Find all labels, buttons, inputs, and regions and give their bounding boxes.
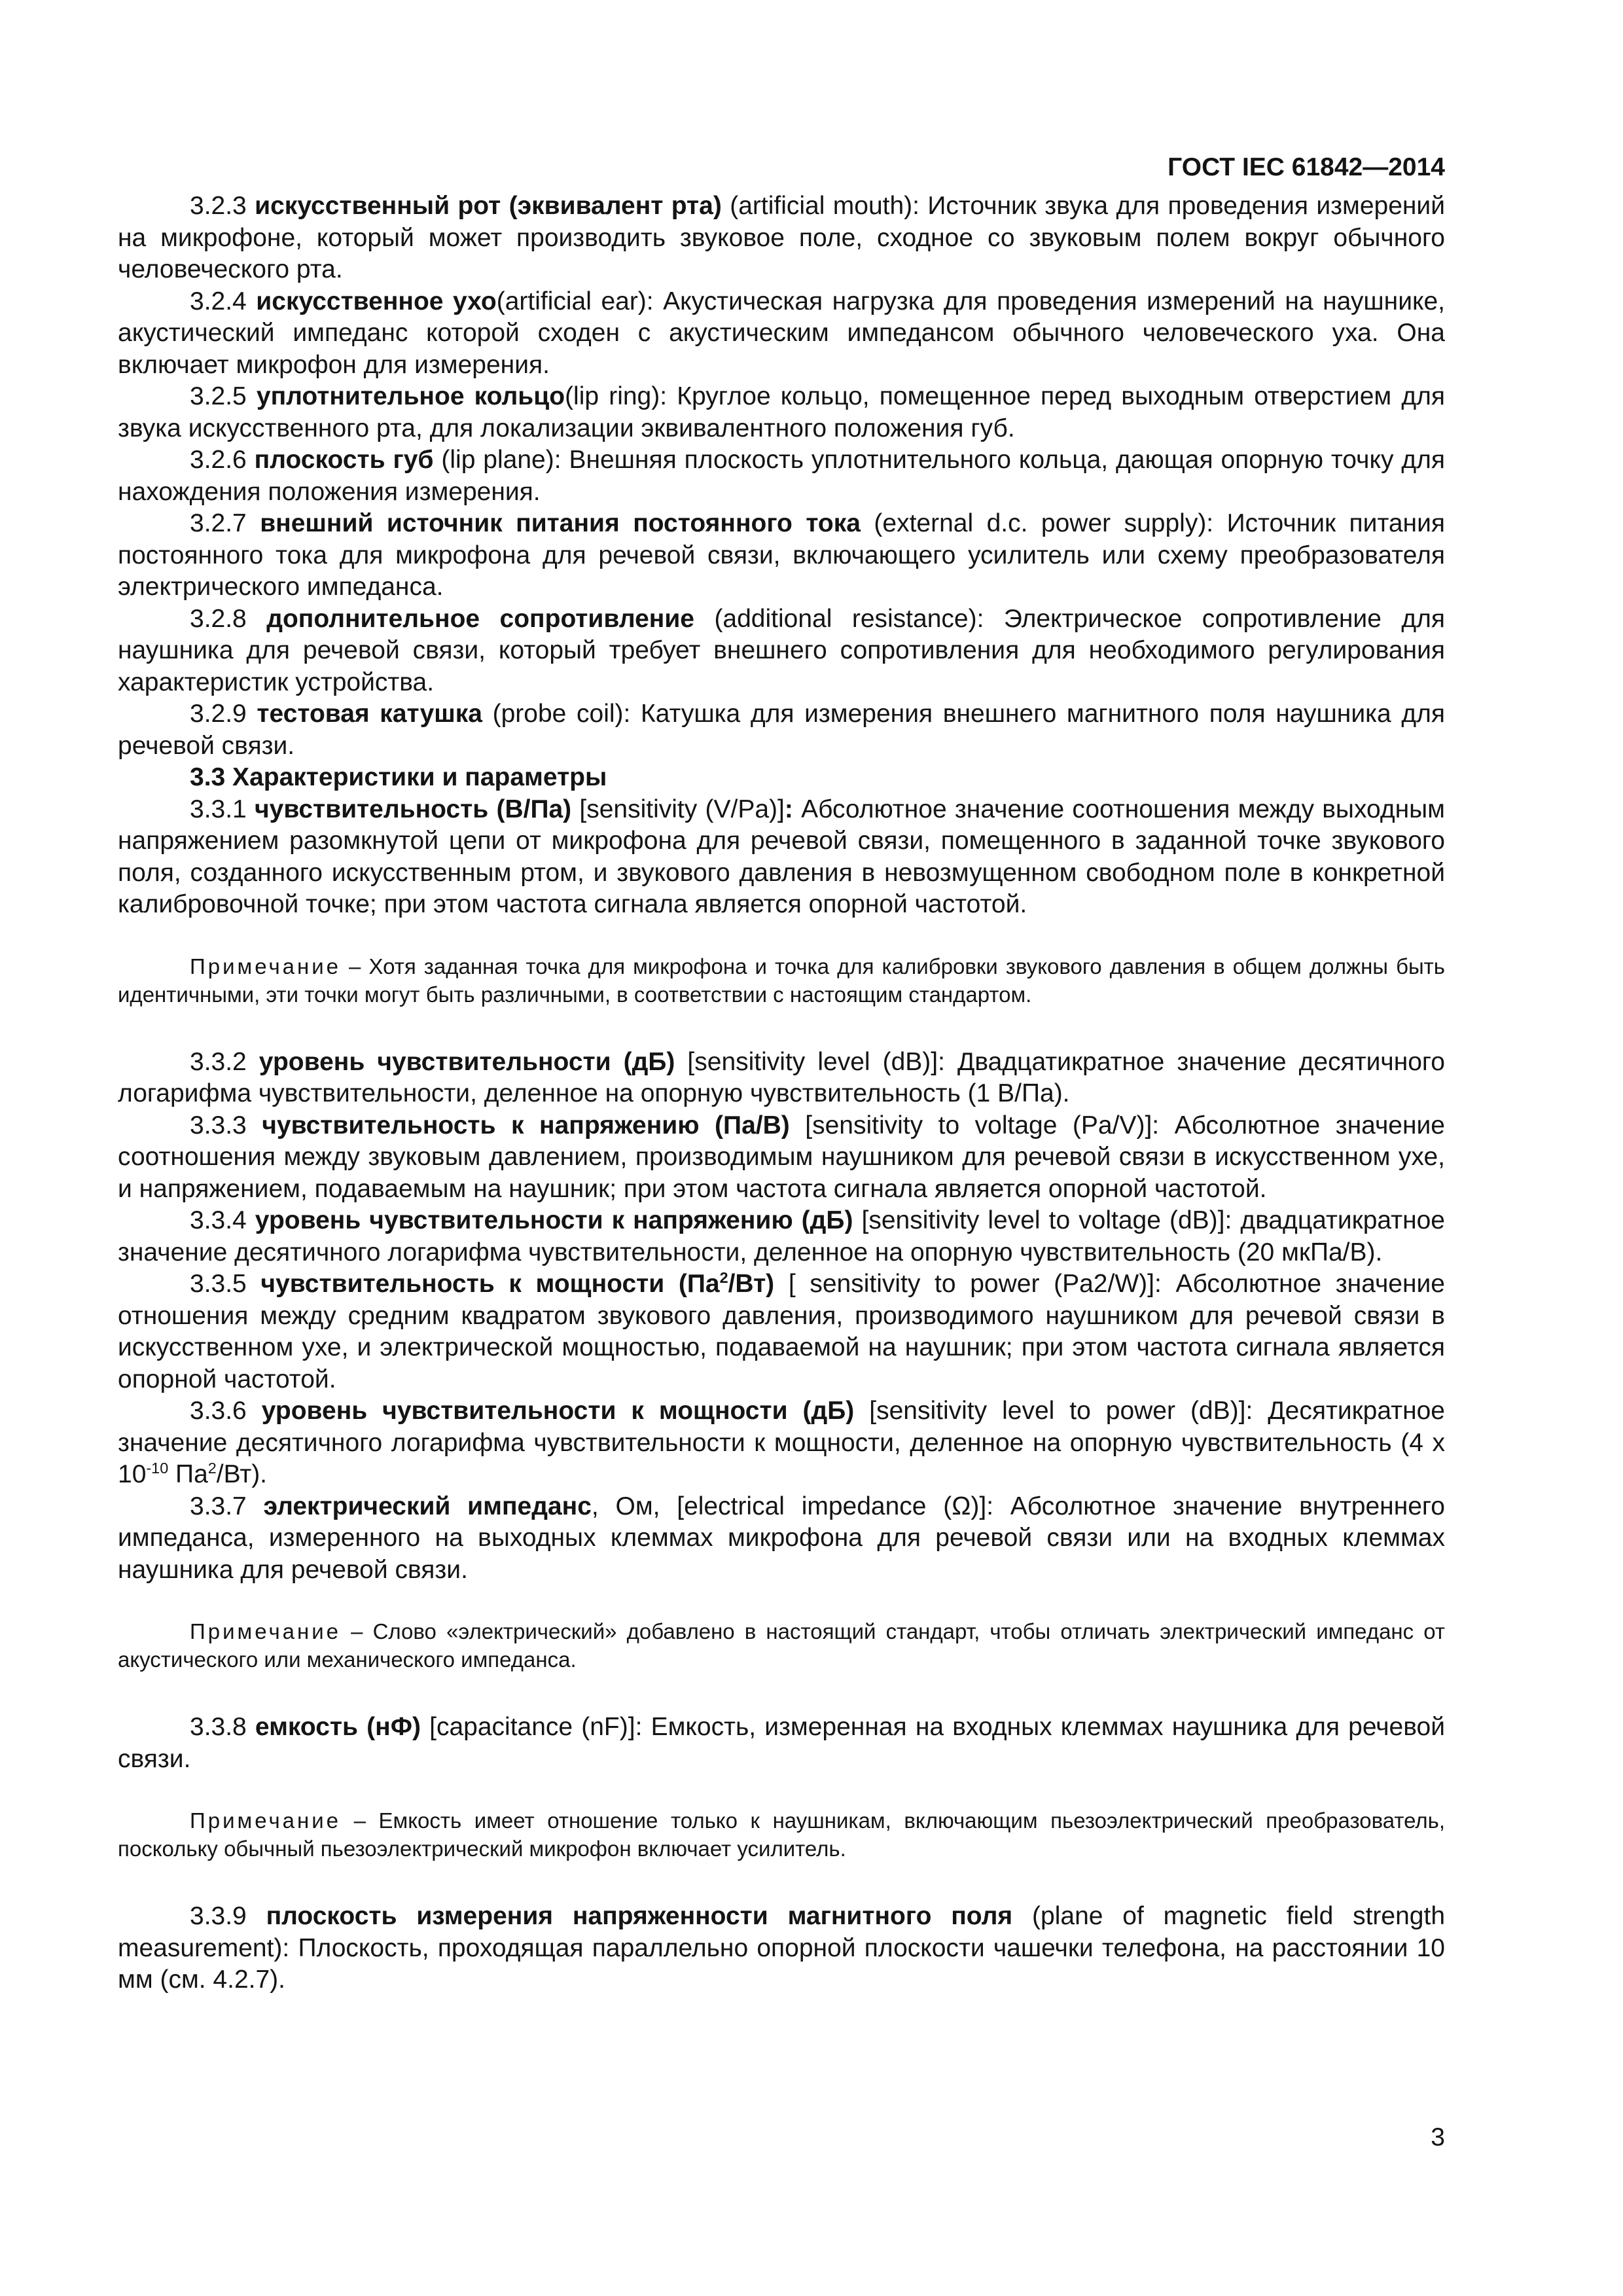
definition-3-3-6: 3.3.6 уровень чувствительности к мощности (дБ) [sensitivity level to power (dB)]: Десятикратное значение десятичного логарифма чувствительности к мощности, деленное на опорную чувствительность (4 x $10^{-10}$ $Па^2/Вт$). <box>118 1397 1445 1488</box>
document-page <box>118 147 1445 1996</box>
definition-3-2-6: 3.2.6 плоскость губ (lip plane): Внешняя плоскость уплотнительного кольца, дающая опорную точку для нахождения положения измерения. <box>118 446 1445 506</box>
definition-3-2-3: 3.2.3 искусственный рот (эквивалент рта) (artificial mouth): Источник звука для проведения измерений на микрофоне, который может производить звуковое поле, сходное со звуковым полем вокруг обычного человеческого рта. <box>118 192 1446 283</box>
term: чувствительность (В/Па) <box>254 795 572 823</box>
term: искусственное ухо <box>256 287 497 315</box>
note-3: Примечание – Емкость имеет отношение только к наушникам, включающим пьезоэлектрический преобразователь, поскольку обычный пьезоэлектрический микрофон включает усилитель. <box>118 1808 1445 1861</box>
definition-3-3-5: 3.3.5 чувствительность к мощности $(Па^2/Вт)$ [ sensitivity to power (Pa2/W)]: Абсолютное значение отношения между средним квадратом звукового давления, производимого наушником для речевой связи в искусственном ухе, и электрической мощностью, подаваемой на наушник; при этом частота сигнала является опорной частотой. <box>118 1269 1445 1393</box>
note-label: Примечание <box>190 954 342 978</box>
definition-3-2-7: 3.2.7 внешний источник питания постоянного тока (external d.c. power supply): Источник питания постоянного тока для микрофона для речевой связи, включающего усилитель или схему преобразователя электрического импеданса. <box>118 509 1445 601</box>
term: внешний источник питания постоянного тока <box>260 509 861 537</box>
definition-3-3-8: 3.3.8 емкость (нФ) [capacitance (nF)]: Емкость, измеренная на входных клеммах наушника для речевой связи. <box>118 1713 1445 1773</box>
note-2: Примечание – Слово «электрический» добавлено в настоящий стандарт, чтобы отличать электрический импеданс от акустического или механического импеданса. <box>118 1619 1445 1672</box>
term: электрический импеданс <box>263 1492 592 1520</box>
definition-3-3-1: 3.3.1 чувствительность (В/Па) [sensitivity (V/Pa)]: Абсолютное значение соотношения между выходным напряжением разомкнутой цепи от микрофона для речевой связи, помещенного в заданной точке звукового поля, созданного искусственным ртом, и звукового давления в невозмущенном свободном поле в конкретной калибровочной точке; при этом частота сигнала является опорной частотой. <box>118 795 1445 918</box>
term: плоскость губ <box>254 446 434 474</box>
section-heading-3-3: 3.3 Характеристики и параметры <box>190 763 607 791</box>
term: искусственный рот (эквивалент рта) <box>255 192 722 220</box>
term: чувствительность к напряжению (Па/В) <box>262 1111 790 1139</box>
definition-3-2-5: 3.2.5 уплотнительное кольцо(lip ring): Круглое кольцо, помещенное перед выходным отверстием для звука искусственного рта, для локализации эквивалентного положения губ. <box>118 382 1445 442</box>
term: уплотнительное кольцо <box>256 382 565 410</box>
document-header: ГОСТ IEC 61842—2014 <box>1168 153 1445 181</box>
note-1: Примечание – Хотя заданная точка для микрофона и точка для калибровки звукового давления в общем должны быть идентичными, эти точки могут быть различными, в соответствии с настоящим стандартом. <box>118 954 1445 1007</box>
term: уровень чувствительности (дБ) <box>259 1047 675 1076</box>
definition-3-3-9: 3.3.9 плоскость измерения напряженности магнитного поля (plane of magnetic field strength measurement): Плоскость, проходящая параллельно опорной плоскости чашечки телефона, на расстоянии 10 мм (см. 4.2.7). <box>118 1902 1446 1994</box>
page-number: 3 <box>1431 2123 1445 2151</box>
term: плоскость измерения напряженности магнитного поля <box>266 1902 1013 1930</box>
note-label: Примечание <box>190 1619 342 1643</box>
definition-3-2-4: 3.2.4 искусственное ухо(artificial ear): Акустическая нагрузка для проведения измерений на наушнике, акустический импеданс которой сходен с акустическим импедансом обычного человеческого уха. Она включает микрофон для измерения. <box>118 287 1446 379</box>
note-label: Примечание <box>190 1808 342 1833</box>
term: уровень чувствительности к напряжению (дБ) <box>255 1206 853 1234</box>
definition-3-3-4: 3.3.4 уровень чувствительности к напряжению (дБ) [sensitivity level to voltage (dB)]: двадцатикратное значение десятичного логарифма чувствительности, деленное на опорную чувствительность (20 мкПа/В). <box>118 1206 1445 1266</box>
term: емкость (нФ) <box>255 1713 421 1741</box>
definition-3-3-2: 3.3.2 уровень чувствительности (дБ) [sensitivity level (dB)]: Двадцатикратное значение десятичного логарифма чувствительности, деленное на опорную чувствительность (1 В/Па). <box>118 1047 1445 1107</box>
term: уровень чувствительности к мощности (дБ) <box>261 1397 855 1425</box>
term: чувствительность к мощности $(Па^2/Вт)$ <box>260 1269 775 1298</box>
term: тестовая катушка <box>257 700 482 728</box>
definition-3-2-8: 3.2.8 дополнительное сопротивление (additional resistance): Электрическое сопротивление для наушника для речевой связи, который требует внешнего сопротивления для необходимого регулирования характеристик устройства. <box>118 604 1445 696</box>
term: дополнительное сопротивление <box>266 604 694 633</box>
definition-3-2-9: 3.2.9 тестовая катушка (probe coil): Катушка для измерения внешнего магнитного поля наушника для речевой связи. <box>118 700 1445 760</box>
definition-3-3-3: 3.3.3 чувствительность к напряжению (Па/В) [sensitivity to voltage (Pa/V)]: Абсолютное значение соотношения между звуковым давлением, производимым наушником для речевой связи в искусственном ухе, и напряжением, подаваемым на наушник; при этом частота сигнала является опорной частотой. <box>118 1111 1445 1203</box>
definition-3-3-7: 3.3.7 электрический импеданс, Ом, [electrical impedance (Ω)]: Абсолютное значение внутреннего импеданса, измеренного на выходных клеммах микрофона для речевой связи или на входных клеммах наушника для речевой связи. <box>118 1492 1445 1584</box>
